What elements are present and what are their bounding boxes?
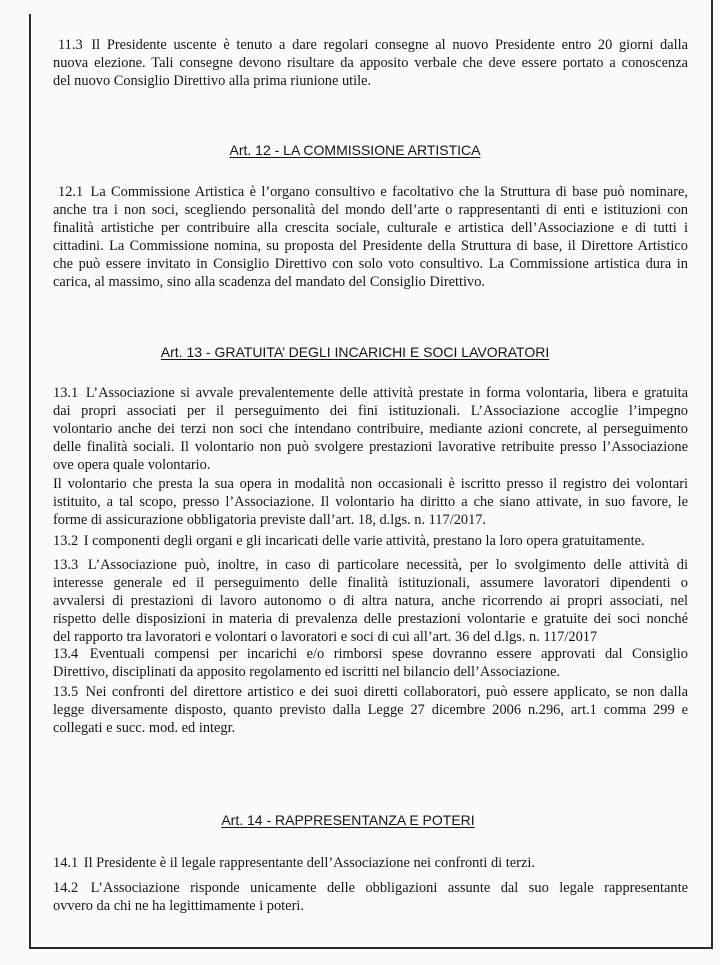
- text-line: anche tra i non soci, scegliendo personalità del mondo dell’arte o rappresentanti di enti e istituzioni con: [53, 202, 688, 218]
- paragraph-number: 13.4: [53, 646, 79, 662]
- text-line: [53, 556, 688, 574]
- text-line: [53, 532, 688, 550]
- text-line: legge diversamente disposto, quanto previsto dalla Legge 27 dicembre 2006 n.296, art.1 comma 299 e: [53, 702, 688, 718]
- paragraph-volunteer-registry: [53, 475, 688, 529]
- line-text: L’Associazione si avvale prevalentemente delle attività prestate in forma volontaria, libera e gratuita: [85, 385, 688, 401]
- paragraph-14-2: [53, 879, 688, 915]
- article-14-heading: [23, 811, 673, 829]
- paragraph-number: 13.2: [53, 533, 79, 549]
- text-line: interesse generale ed il perseguimento delle finalità istituzionali, assumere lavoratori dipendenti o: [53, 575, 688, 591]
- paragraph-number: 13.3: [53, 557, 79, 573]
- line-text: Il Presidente uscente è tenuto a dare regolari consegne al nuovo Presidente entro 20 giorni dalla: [91, 37, 688, 53]
- text-line: [53, 36, 688, 54]
- text-line: nuova elezione. Tali consegne devono risultare da apposito verbale che deve essere portato a conoscenza: [53, 55, 688, 71]
- text-line: [53, 879, 688, 897]
- paragraph-13-2: [53, 532, 688, 550]
- line-text: Eventuali compensi per incarichi e/o rimborsi spese dovranno essere approvati dal Consiglio: [89, 646, 688, 662]
- paragraph-11-3: [53, 36, 688, 90]
- paragraph-13-5: [53, 683, 688, 737]
- line-text: Nei confronti del direttore artistico e dei suoi diretti collaboratori, può essere applicato, se non dalla: [85, 684, 689, 700]
- paragraph-13-3: [53, 556, 688, 646]
- line-text: I componenti degli organi e gli incaricati delle varie attività, prestano la loro opera gratuitamente.: [83, 533, 645, 549]
- text-line: [53, 854, 688, 872]
- text-line: carica, al massimo, sino alla scadenza del mandato del Consiglio Direttivo.: [53, 274, 485, 290]
- text-line: delle finalità sociali. Il volontario non può svolgere prestazioni lavorative retribuite presso l’Associazione: [53, 439, 688, 455]
- paragraph-13-4: [53, 645, 688, 681]
- text-line: [53, 645, 688, 663]
- paragraph-14-1: [53, 854, 688, 872]
- text-line: avvalersi di prestazioni di lavoro autonomo o di altra natura, anche ricorrendo ai propri associati, nel: [53, 593, 688, 609]
- text-line: del rapporto tra lavoratori e volontari o lavoratori e soci di cui all’art. 36 del d.lgs. n. 117/2017: [53, 629, 598, 645]
- text-line: rispetto delle disposizioni in materia di prevalenza delle prestazioni volontarie e gratuite dei soci nonché: [53, 611, 688, 627]
- text-line: forme di assicurazione obbligatoria previste dall’art. 18, d.lgs. n. 117/2017.: [53, 512, 487, 528]
- text-line: [53, 683, 688, 701]
- text-line: [53, 384, 688, 402]
- line-text: La Commissione Artistica è l’organo consultivo e facoltativo che la Struttura di base può nominare,: [90, 184, 688, 200]
- line-text: L’Associazione può, inoltre, in caso di particolare necessità, per lo svolgimento delle attività di: [87, 557, 688, 573]
- text-line: Direttivo, disciplinati da apposito regolamento ed iscritti nel bilancio dell’Associazione.: [53, 664, 561, 680]
- text-line: ove opera quale volontario.: [53, 457, 211, 473]
- article-heading-text: Art. 14 - RAPPRESENTANZA E POTERI: [221, 812, 475, 828]
- text-line: Il volontario che presta la sua opera in modalità non occasionali è iscritto presso il registro dei volontari: [53, 476, 688, 492]
- article-13-heading: [30, 343, 680, 361]
- paragraph-number: 11.3: [58, 37, 83, 53]
- paragraph-number: 14.1: [53, 855, 79, 871]
- line-text: Il Presidente è il legale rappresentante dell’Associazione nei confronti di terzi.: [83, 855, 535, 871]
- paragraph-number: 13.1: [53, 385, 79, 401]
- paragraph-number: 13.5: [53, 684, 79, 700]
- text-line: dai propri associati per il perseguimento dei fini istituzionali. L’Associazione accoglie l’impegno: [53, 403, 688, 419]
- text-line: che può essere invitato in Consiglio Direttivo con solo voto consultivo. La Commissione artistica dura in: [53, 256, 688, 272]
- frame-bottom-border: [29, 947, 713, 949]
- article-heading-text: Art. 12 - LA COMMISSIONE ARTISTICA: [229, 142, 481, 158]
- text-line: cittadini. La Commissione nomina, su proposta del Presidente della Struttura di base, il Direttore Artistico: [53, 238, 688, 254]
- text-line: volontario anche dei terzi non soci che intendano contribuire, mediante azioni concrete, al perseguimento: [53, 421, 688, 437]
- text-line: finalità artistiche per contribuire alla crescita sociale, culturale e artistica dell’Associazione e di tutti i: [53, 220, 688, 236]
- text-line: ovvero da chi ne ha legittimamente i poteri.: [53, 898, 304, 914]
- frame-right-border: [711, 0, 713, 948]
- paragraph-12-1: [53, 183, 688, 291]
- paragraph-13-1: [53, 384, 688, 474]
- line-text: L’Associazione risponde unicamente delle obbligazioni assunte dal suo legale rappresentante: [90, 880, 688, 896]
- article-12-heading: [30, 141, 680, 159]
- text-line: [53, 183, 688, 201]
- paragraph-number: 12.1: [58, 184, 84, 200]
- paragraph-number: 14.2: [53, 880, 79, 896]
- text-line: istituito, a tal scopo, presso l’Associazione. Il volontario ha diritto a che siano attivate, in suo favore, le: [53, 494, 688, 510]
- text-line: collegati e succ. mod. ed integr.: [53, 720, 236, 736]
- article-heading-text: Art. 13 - GRATUITA’ DEGLI INCARICHI E SOCI LAVORATORI: [160, 344, 550, 360]
- text-line: del nuovo Consiglio Direttivo alla prima riunione utile.: [53, 73, 372, 89]
